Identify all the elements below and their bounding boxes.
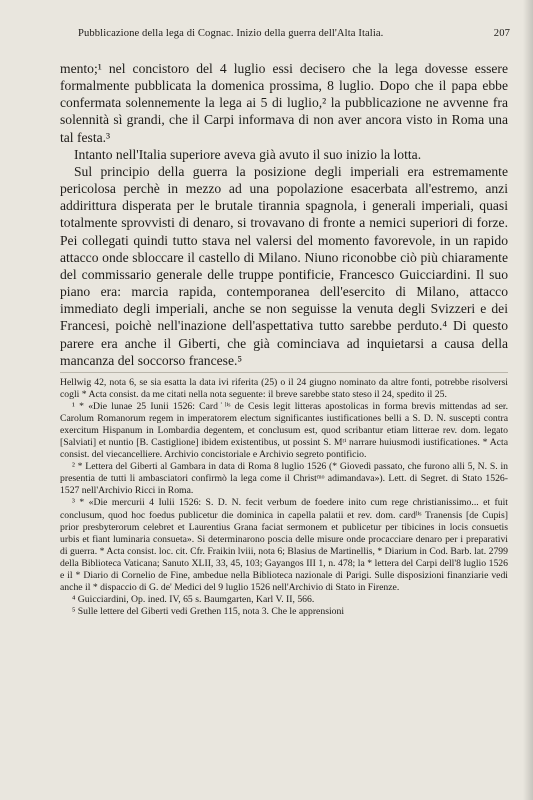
footnote-continuation: Hellwig 42, nota 6, se sia esatta la data ivi riferita (25) o il 24 giugno nominato da altre fonti, potrebbe risolversi cogli * Acta consist. da me citati nella nota seguente: il breve sarebbe stato steso il 24, spedito il 25.	[60, 377, 508, 401]
running-header	[40, 28, 510, 39]
paragraph-1: mento;¹ nel concistoro del 4 luglio essi decisero che la lega dovesse essere formalmente pubblicata la domenica prossima, 8 luglio. Dopo che il papa ebbe confermata solennemente la lega ai 5 di luglio,² la pubblicazione ne avvenne fra solennità sì grandi, che il Carpi informava di non aver ancora visto in Roma una tal festa.³	[60, 61, 508, 145]
paragraph-3: Sul principio della guerra la posizione degli imperiali era estremamente pericolosa perchè in mezzo ad una popolazione esacerbata all'estremo, anzi addirittura disperata per le brutale tirannia spagnola, i generali imperiali, quasi totalmente sprovvisti di denaro, si trovavano di fronte a nemici superiori di forze. Pei collegati quindi tutto stava nel valersi del momento favorevole, in un rapido attacco onde sbloccare il castello di Milano. Niuno riconobbe ciò più chiaramente del commissario generale delle truppe pontificie, Francesco Guicciardini. Il suo piano era: marcia rapida, contemporanea dell'esercito di Milano, attacco immediato degli imperiali, anche se non seguisse la venuta degli Svizzeri e dei Francesi, poichè nell'inazione dell'aspettativa tutto sarebbe perduto.⁴ Di questo parere era anche il Giberti, che già cominciava ad inquietarsi a causa della mancanza del soccorso francese.⁵	[60, 163, 508, 368]
footnote-4: ⁴ Guicciardini, Op. ined. IV, 65 s. Baumgarten, Karl V. II, 566.	[72, 593, 315, 605]
footnote-2: ² * Lettera del Giberti al Gambara in data di Roma 8 luglio 1526 (* Giovedì passato, che furono alli 5, N. S. in presentia de tutti li ambasciatori confirmò la lega come il Christᵐᵒ adimandava»). Lett. di Segret. di Stato 1526-1527 nell'Archivio Ricci in Roma.	[60, 461, 508, 497]
footnote-5: ⁵ Sulle lettere del Giberti vedi Grethen 115, nota 3. Che le apprensioni	[72, 605, 345, 617]
page-number: 207	[493, 28, 510, 39]
footnotes	[60, 377, 508, 618]
page-edge-shadow	[523, 0, 533, 800]
footnote-divider	[60, 372, 508, 373]
footnote-1: ¹ * «Die lunae 25 Iunii 1526: Card˙ˡⁱˢ de Cesis legit litteras apostolicas in forma brevis mittendas ad ser. Carolum Romanorum regem in imperatorem electum significantes iustificationes belli a S. D. N. suscepti contra exercitum Hispanum in Lombardia degentem, et conclusum est, quod scribantur etiam litterae rev. dom. legato [Salviati] et nuntio [B. Castiglione] ibidem existentibus, ut possint S. Mᵗⁱ narrare huiusmodi iustificationes. * Acta consist. del viecancelliere. Archivio concistoriale e Archivio segreto pontificio.	[60, 401, 508, 461]
header-title: Pubblicazione della lega di Cognac. Inizio della guerra dell'Alta Italia.	[78, 28, 384, 39]
main-text	[60, 60, 508, 369]
paragraph-2: Intanto nell'Italia superiore aveva già avuto il suo inizio la lotta.	[74, 146, 422, 162]
footnote-3: ³ * «Die mercurii 4 Iulii 1526: S. D. N. fecit verbum de foedere inito cum rege christianissimo... et fuit conclusum, quod hoc foedus publicetur die dominica in capella palatii et rev. dom. cardˡⁱˢ Tranensis [de Cupis] prior presbyterorum celebret et Laurentius Grana faciat sermonem et publicetur per tibicines in locis consuetis urbis et fiant luminaria consueta». Si determinarono poscia delle misure onde procacciare denaro per i preparativi di guerra. * Acta consist. loc. cit. Cfr. Fraikin lviii, nota 6; Blasius de Martinellis, * Diarium in Cod. Barb. lat. 2799 della Biblioteca Vaticana; Sanuto XLII, 33, 45, 103; Gayangos III 1, n. 478; la * lettera del Carpi dell'8 luglio 1526 e il * Diario di Cornelio de Fine, ambedue nella Biblioteca nazionale di Parigi. Sulle disposizioni finanziarie vedi anche il * dispaccio di G. de' Medici del 9 luglio 1526 nell'Archivio di Stato in Firenze.	[60, 497, 508, 593]
